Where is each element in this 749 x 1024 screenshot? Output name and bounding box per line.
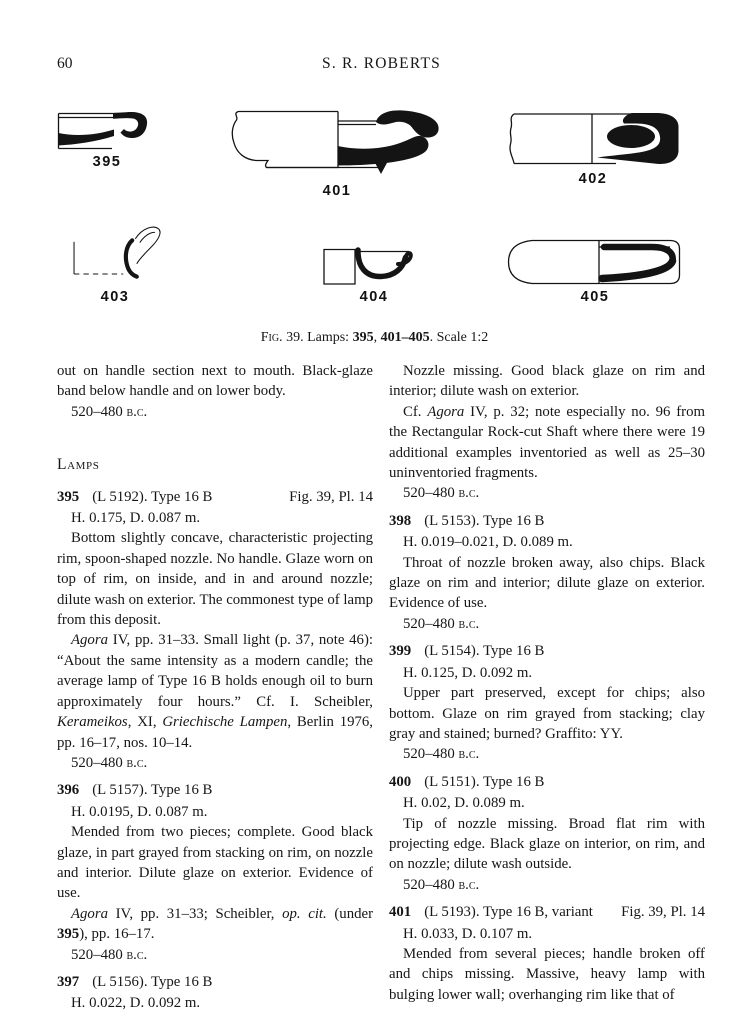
entry-number: 400	[389, 773, 412, 790]
entry-number: 396	[57, 782, 80, 799]
page-header	[57, 55, 706, 75]
date-line: 520–480 b.c.	[403, 485, 480, 502]
entry-figure-ref: Fig. 39, Pl. 14	[289, 488, 373, 505]
text-columns	[57, 361, 706, 1014]
page-number: 60	[57, 55, 73, 72]
entry-paragraph: Bottom slightly concave, characteristic projecting rim, spoon-shaped nozzle. No handle. Glaze worn on top of rim, on inside, and in and around nozzle; dilute wash on exterior. The commonest type of lamp from this deposit.	[57, 530, 373, 629]
entry-figure-ref: Fig. 39, Pl. 14	[621, 904, 705, 921]
entry-paragraph: Mended from several pieces; handle broken off and chips missing. Massive, heavy lamp with bulging lower wall; overhanging rim like that of	[389, 945, 705, 1003]
entry-paragraph: Mended from two pieces; complete. Good black glaze, in part grayed from stacking on rim, on nozzle and interior. Dilute glaze on exterior. Evidence of use.	[57, 824, 373, 902]
lamp-drawing-403	[55, 226, 180, 288]
entry-number: 398	[389, 512, 412, 529]
entry-head	[389, 641, 705, 661]
continuation-paragraph: out on handle section next to mouth. Black-glaze band below handle and on lower body.	[57, 363, 373, 400]
entry-paragraph: Throat of nozzle broken away, also chips. Black glaze on rim and interior; dilute glaze on exterior. Evidence of use.	[389, 554, 705, 612]
lamp-profile-icon	[57, 110, 157, 152]
entry-paragraph: Agora IV, pp. 31–33. Small light (p. 37, note 46): “About the same intensity as a modern candle; the average lamp of Type 16 B holds enough oil to burn approximately four hours.” Cf. I. Scheibler, Kerameikos, XI, Griechische Lampen, Berlin 1976, pp. 16–17, nos. 10–14.	[57, 632, 373, 751]
lamp-number-label: 401	[322, 183, 352, 199]
entry-paragraph: Upper part preserved, except for chips; also bottom. Glaze on rim grayed from stacking; clay gray and stained; burned? Graffito: YY.	[389, 685, 705, 742]
continuation-paragraph: Nozzle missing. Good black glaze on rim and interior; dilute wash on exterior.	[389, 363, 705, 400]
entry-id-type: (L 5151). Type 16 B	[424, 773, 545, 790]
catalog-entry-396	[57, 780, 373, 965]
entry-dimensions: H. 0.019–0.021, D. 0.089 m.	[403, 534, 573, 551]
figure-39	[0, 93, 749, 351]
lamp-number-label: 405	[580, 289, 610, 305]
entry-dimensions: H. 0.02, D. 0.089 m.	[403, 795, 525, 812]
entry-dimensions: H. 0.0195, D. 0.087 m.	[71, 803, 208, 820]
column-right	[389, 361, 705, 1014]
entry-dimensions: H. 0.125, D. 0.092 m.	[403, 664, 533, 681]
section-heading-lamps: Lamps	[57, 456, 100, 474]
lamp-number-label: 395	[92, 154, 122, 170]
entry-date: 520–480 b.c.	[403, 746, 480, 763]
lamp-profile-icon	[55, 226, 180, 288]
lamp-drawing-401	[228, 109, 446, 181]
lamp-number-label: 403	[100, 289, 130, 305]
entry-dimensions: H. 0.022, D. 0.092 m.	[71, 995, 201, 1012]
lamp-drawing-395	[57, 110, 157, 152]
entry-number: 401	[389, 904, 412, 921]
entry-number: 399	[389, 643, 412, 660]
lamp-drawing-404	[322, 243, 426, 287]
catalog-entry-395	[57, 487, 373, 774]
entry-head	[57, 972, 373, 992]
catalog-entry-401	[389, 902, 705, 1005]
lamp-profile-icon	[228, 109, 446, 181]
running-head: S. R. ROBERTS	[322, 55, 441, 72]
entry-date: 520–480 b.c.	[403, 615, 480, 632]
entry-id-type: (L 5154). Type 16 B	[424, 643, 545, 660]
lamp-profile-icon	[322, 243, 426, 287]
continuation-paragraph: Cf. Agora IV, p. 32; note especially no. 96 from the Rectangular Rock-cut Shaft where there were 19 additional examples inventoried as well as 25–30 uninventoried fragments.	[389, 403, 705, 482]
lamp-drawing-402	[504, 111, 682, 168]
catalog-entry-399	[389, 641, 705, 764]
entry-dimensions: H. 0.033, D. 0.107 m.	[403, 925, 533, 942]
entry-date: 520–480 b.c.	[71, 946, 148, 963]
entry-dimensions: H. 0.175, D. 0.087 m.	[71, 510, 201, 527]
entry-number: 397	[57, 973, 80, 990]
entry-number: 395	[57, 488, 80, 505]
catalog-entry-398	[389, 511, 705, 634]
catalog-entry-400	[389, 772, 705, 895]
entry-id-type: (L 5157). Type 16 B	[92, 782, 213, 799]
column-left	[57, 361, 373, 1014]
lamp-drawing-405	[504, 238, 686, 288]
date-line: 520–480 b.c.	[71, 403, 148, 420]
lamp-profile-icon	[504, 238, 686, 288]
entry-id-type: (L 5153). Type 16 B	[424, 512, 545, 529]
entry-id-type: (L 5192). Type 16 B	[92, 488, 213, 505]
entry-paragraph: Agora IV, pp. 31–33; Scheibler, op. cit. (under 395), pp. 16–17.	[57, 905, 373, 943]
entry-head	[57, 780, 373, 800]
lamp-number-label: 402	[578, 171, 608, 187]
entry-paragraph: Tip of nozzle missing. Broad flat rim with projecting edge. Black glaze on interior, on rim, and on nozzle; dilute wash outside.	[389, 815, 705, 873]
entry-head	[57, 487, 373, 507]
lamp-number-label: 404	[359, 289, 389, 305]
entry-head	[389, 902, 705, 922]
entry-id-type: (L 5193). Type 16 B, variant	[424, 904, 593, 921]
entry-date: 520–480 b.c.	[71, 754, 148, 771]
entry-head	[389, 511, 705, 531]
catalog-entry-397	[57, 972, 373, 1014]
entry-head	[389, 772, 705, 792]
entry-date: 520–480 b.c.	[403, 876, 480, 893]
figure-caption: Fig. 39. Lamps: 395, 401–405. Scale 1:2	[260, 330, 489, 345]
entry-id-type: (L 5156). Type 16 B	[92, 973, 213, 990]
lamp-profile-icon	[504, 111, 682, 168]
